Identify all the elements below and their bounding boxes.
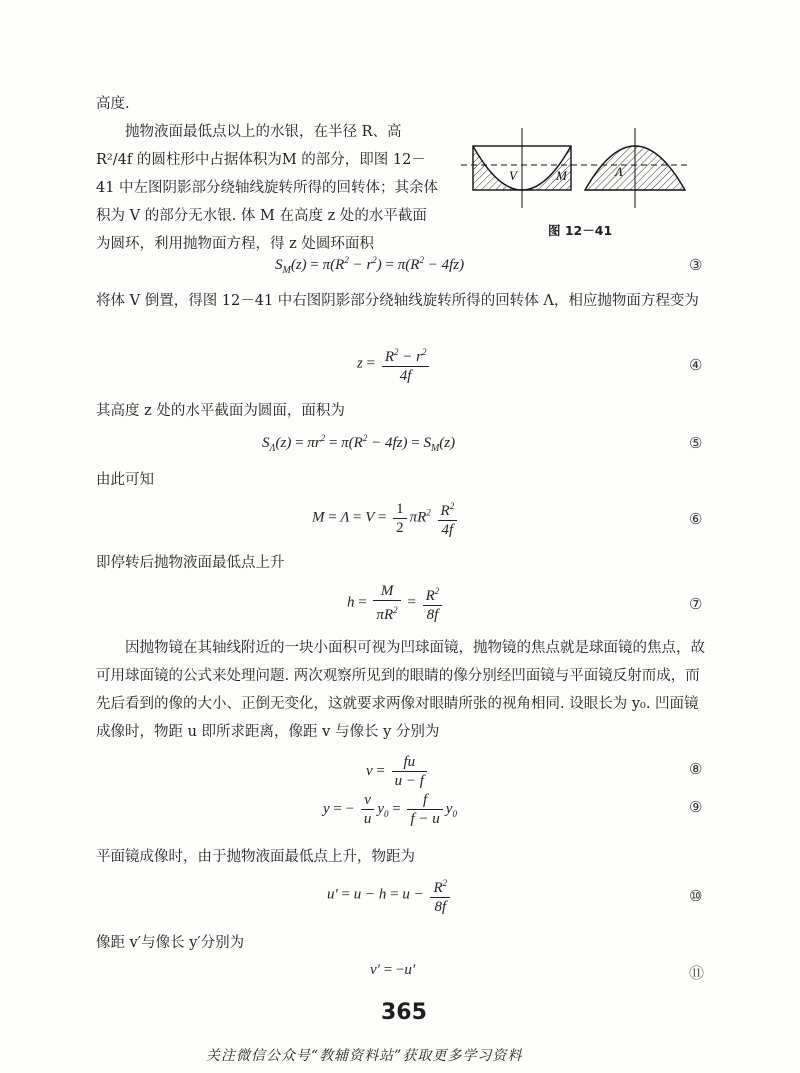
equation-number-11: ⑪ [689, 966, 705, 982]
equation-8: v = $\frac{fu}{u - f}$ [366, 753, 430, 790]
paragraph-mirror-analysis: 因抛物镜在其轴线附近的一块小面积可视为凹球面镜，抛物镜的焦点就是球面镜的焦点，故可用球面镜的公式来处理问题. 两次观察所见到的眼睛的像分别经凹面镜与平面镜反射而成，而先后看到的像的大小、正倒无变化，这就要求两像对眼睛所张的视角相同. 设眼长为 y₀. 凹面镜成像时，物距 u 即所求距离，像距 v 与像长 y 分别为 [96, 640, 705, 740]
page-number: 365 [381, 1000, 427, 1025]
footer-note: 关注微信公众号“教辅资料站”获取更多学习资料 [206, 1048, 523, 1064]
right-figure-parabola [585, 128, 685, 208]
equation-number-6: ⑥ [689, 512, 703, 528]
paragraph-plane-mirror: 平面镜成像时，由于抛物液面最低点上升，物距为 [96, 849, 415, 865]
paragraph-mercury-volume: 抛物液面最低点以上的水银，在半径 R、高 R²/4f 的圆柱形中占据体积为M 的部分，即图 12－41 中左图阴影部分绕轴线旋转所得的回转体；其余体积为 V 的部分无水银. 体 M 在高度 z 处的水平截面为圆环，利用抛物面方程，得 z 处圆环面积 [96, 124, 439, 252]
figure-caption: 图 12－41 [548, 223, 613, 238]
paragraph-invert-volume: 将体 V 倒置，得图 12－41 中右图阴影部分绕轴线旋转所得的回转体 Λ，相应抛物面方程变为 [96, 293, 699, 309]
figure-label-m: M [556, 168, 567, 183]
equation-4: z = $\frac{R^2 - r^2}{4f}$ [357, 343, 432, 385]
equation-11: v′ = −u′ [370, 962, 416, 978]
equation-number-5: ⑤ [689, 436, 703, 452]
figure-label-v: V [509, 168, 517, 183]
equation-number-4: ④ [689, 358, 703, 374]
paragraph-image-distance: 像距 v′与像长 y′分别为 [96, 935, 245, 951]
equation-number-8: ⑧ [689, 762, 703, 778]
equation-number-9: ⑨ [689, 800, 703, 816]
equation-9: y = − $\frac{v}{u}$ $y_0$ = $\frac{f}{f - u}$ $y_0$ [323, 792, 457, 827]
paragraph-intro-end: 高度. [96, 96, 130, 112]
equation-number-7: ⑦ [689, 597, 703, 613]
paragraph-therefore: 由此可知 [96, 472, 154, 488]
equation-3: $S_M(z) = \pi(R^2 - r^2) = \pi(R^2 - 4fz)$ [275, 255, 465, 276]
figure-12-41 [455, 124, 695, 214]
equation-number-10: ⑩ [689, 889, 703, 905]
paragraph-rise: 即停转后抛物液面最低点上升 [96, 555, 285, 571]
equation-10: u′ = u − h = u − $\frac{R^2}{8f}$ [327, 874, 453, 916]
paragraph-cross-section: 其高度 z 处的水平截面为圆面，面积为 [96, 403, 345, 419]
figure-label-lambda: Λ [615, 164, 623, 179]
equation-number-3: ③ [689, 258, 703, 274]
equation-7: h = $\frac{M}{\pi R^2}$ = $\frac{R^2}{8f}$ [347, 582, 445, 624]
equation-5: $S_\Lambda(z) = \pi r^2 = \pi(R^2 - 4fz) = S_M(z)$ [262, 433, 456, 454]
equation-6: M = Λ = V = $\frac{1}{2}$ $\pi R^2$ $\frac{R^2}{4f}$ [312, 497, 460, 539]
